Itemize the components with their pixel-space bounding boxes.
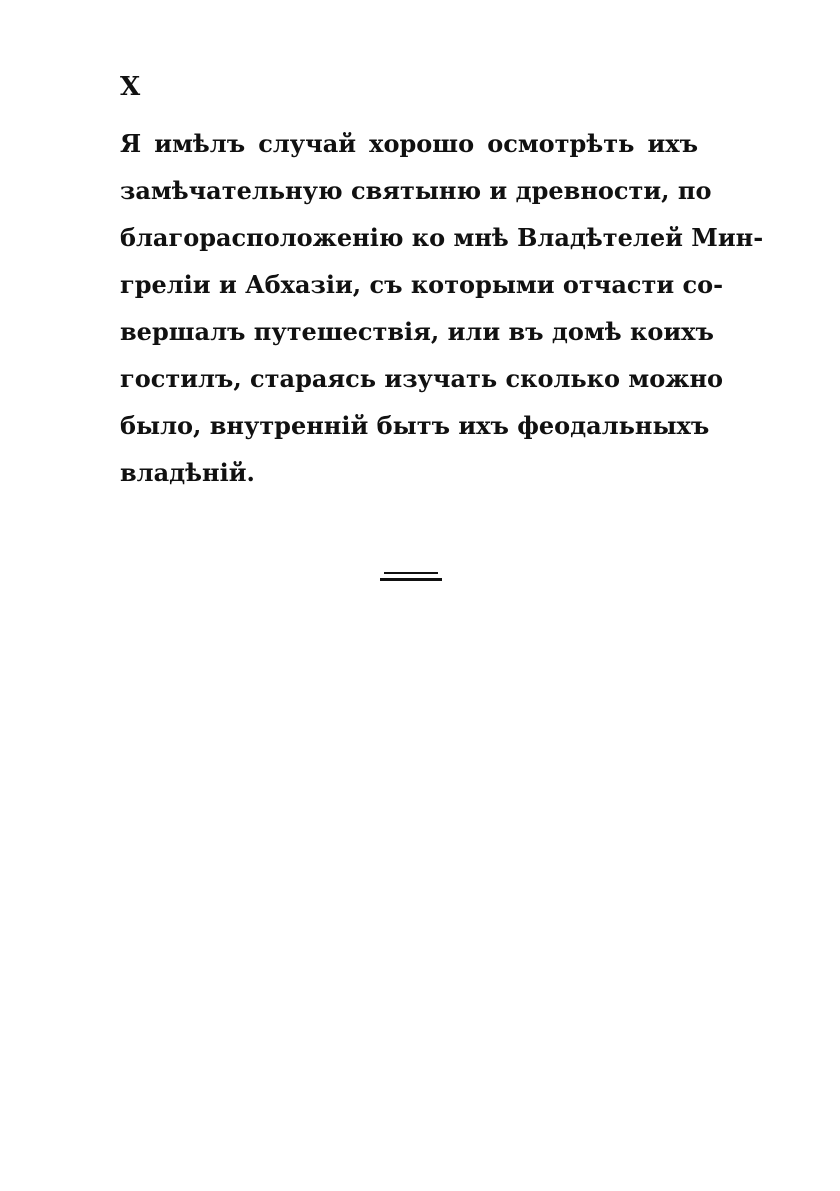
text-line: Я имѣлъ случай хорошо осмотрѣть ихъ bbox=[120, 129, 698, 158]
divider-rule-top bbox=[384, 572, 438, 574]
divider-rule-bottom bbox=[380, 578, 442, 581]
text-line: греліи и Абхазіи, съ которыми отчасти со- bbox=[120, 270, 724, 299]
text-line: гостилъ, стараясь изучать сколько можно bbox=[120, 364, 724, 393]
section-divider bbox=[380, 570, 442, 584]
text-line: было, внутренній бытъ ихъ феодальныхъ bbox=[120, 411, 710, 440]
text-line: вершалъ путешествія, или въ домѣ коихъ bbox=[120, 317, 714, 346]
text-line: владѣній. bbox=[120, 458, 255, 487]
page-number: X bbox=[120, 72, 142, 102]
body-paragraph bbox=[120, 120, 764, 496]
text-line: замѣчательную святыню и древности, по bbox=[120, 176, 712, 205]
text-line: благорасположенію ко мнѣ Владѣтелей Мин- bbox=[120, 223, 764, 252]
